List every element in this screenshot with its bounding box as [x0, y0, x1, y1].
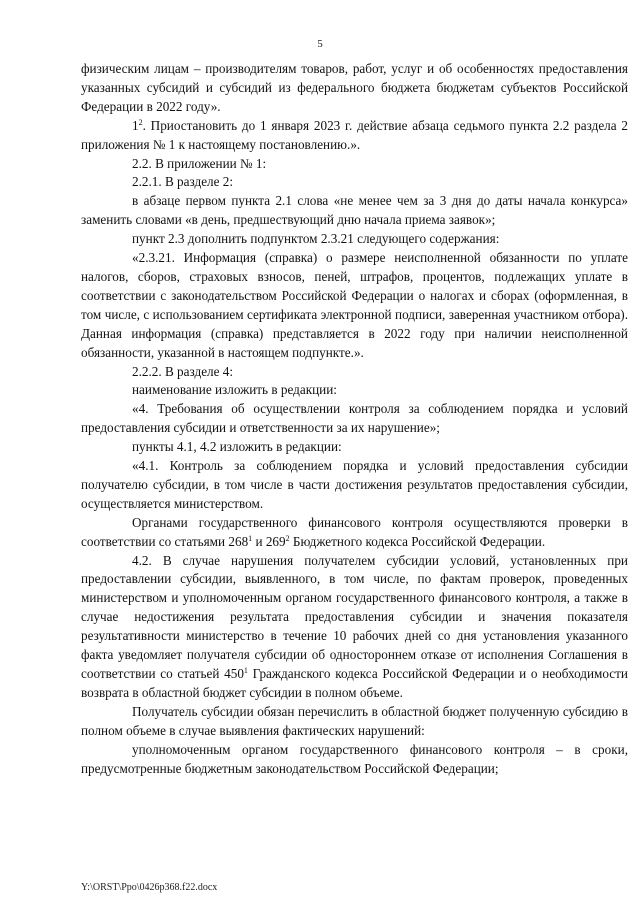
paragraph-7: «2.3.21. Информация (справка) о размере неисполненной обязанности по уплате налогов, сборов, страховых взносов, пеней, штрафов, процентов, подлежащих уплате в соответствии с законодательством Российской Федерации о налогах и сборах (оформленная, в том числе, с использованием сертификата электронной подписи, заверенная участником отбора). Данная информация (справка) представляется в 2022 году при наличии неисполненной обязанности, указанной в настоящем подпункте.». [81, 250, 628, 360]
paragraph-10: «4. Требования об осуществлении контроля за соблюдением порядка и условий предоставления субсидии и ответственности за их нарушение»; [81, 401, 628, 436]
paragraph-14 [81, 552, 628, 703]
paragraph-14-text-a: 4.2. В случае нарушения получателем субсидии условий, установленных при предоставлении субсидии, выявленного, в том числе, по фактам проверок, проведенных министерством и уполномоченным органом государственного финансового контроля, а также в случае недостижения результата предоставления субсидии и значения показателя результативности министерство в течение 10 рабочих дней со дня установления указанного факта уведомляет получателя субсидии об одностороннем отказе от исполнения Соглашения в соответствии со статьей 450 [81, 552, 628, 681]
paragraph-13-superscript-a: 1 [248, 533, 253, 543]
paragraph-2-superscript: 2 [138, 117, 143, 127]
paragraph-8: 2.2.2. В разделе 4: [132, 363, 234, 379]
paragraph-16: уполномоченным органом государственного финансового контроля – в сроки, предусмотренные бюджетным законодательством Российской Федерации; [81, 741, 628, 776]
paragraph-2-text: . Приостановить до 1 января 2023 г. действие абзаца седьмого пункта 2.2 раздела 2 приложения № 1 к настоящему постановлению.». [81, 117, 628, 152]
paragraph-15: Получатель субсидии обязан перечислить в областной бюджет полученную субсидию в полном объеме в случае выявления фактических нарушений: [81, 703, 628, 738]
paragraph-9: наименование изложить в редакции: [132, 382, 337, 398]
paragraph-1: физическим лицам – производителям товаров, работ, услуг и об особенностях предоставления указанных субсидий и субсидий из федерального бюджета бюджетам субъектов Российской Федерации в 2022 году». [81, 61, 628, 114]
paragraph-2 [81, 117, 628, 155]
paragraph-12: «4.1. Контроль за соблюдением порядка и условий предоставления субсидии получателю субсидии, в том числе в части достижения результатов предоставления субсидии, осуществляется министерством. [81, 458, 628, 511]
paragraph-13-superscript-b: 2 [285, 533, 290, 543]
footer-file-path: Y:\ORST\Ppo\0426p368.f22.docx [81, 882, 218, 893]
paragraph-3: 2.2. В приложении № 1: [132, 155, 267, 171]
page-number: 5 [317, 38, 323, 50]
paragraph-13-text-c: Бюджетного кодекса Российской Федерации. [289, 533, 546, 549]
paragraph-14-text-b: Гражданского кодекса Российской Федерации и о необходимости возврата в областной бюджет субсидии в полном объеме. [81, 666, 628, 700]
paragraph-13-text-b: и 269 [252, 533, 286, 549]
document-body [81, 60, 628, 778]
paragraph-13 [81, 514, 628, 552]
paragraph-14-superscript: 1 [243, 666, 248, 675]
paragraph-11: пункты 4.1, 4.2 изложить в редакции: [132, 439, 342, 455]
paragraph-5: в абзаце первом пункта 2.1 слова «не менее чем за 3 дня до даты начала конкурса» заменить словами «в день, предшествующий дню начала приема заявок»; [81, 193, 628, 228]
paragraph-4: 2.2.1. В разделе 2: [132, 174, 234, 190]
paragraph-13-text-a: Органами государственного финансового контроля осуществляются проверки в соответствии со статьями 268 [81, 514, 628, 549]
paragraph-6: пункт 2.3 дополнить подпунктом 2.3.21 следующего содержания: [132, 231, 500, 247]
paragraph-2-number: 1 [132, 117, 139, 133]
